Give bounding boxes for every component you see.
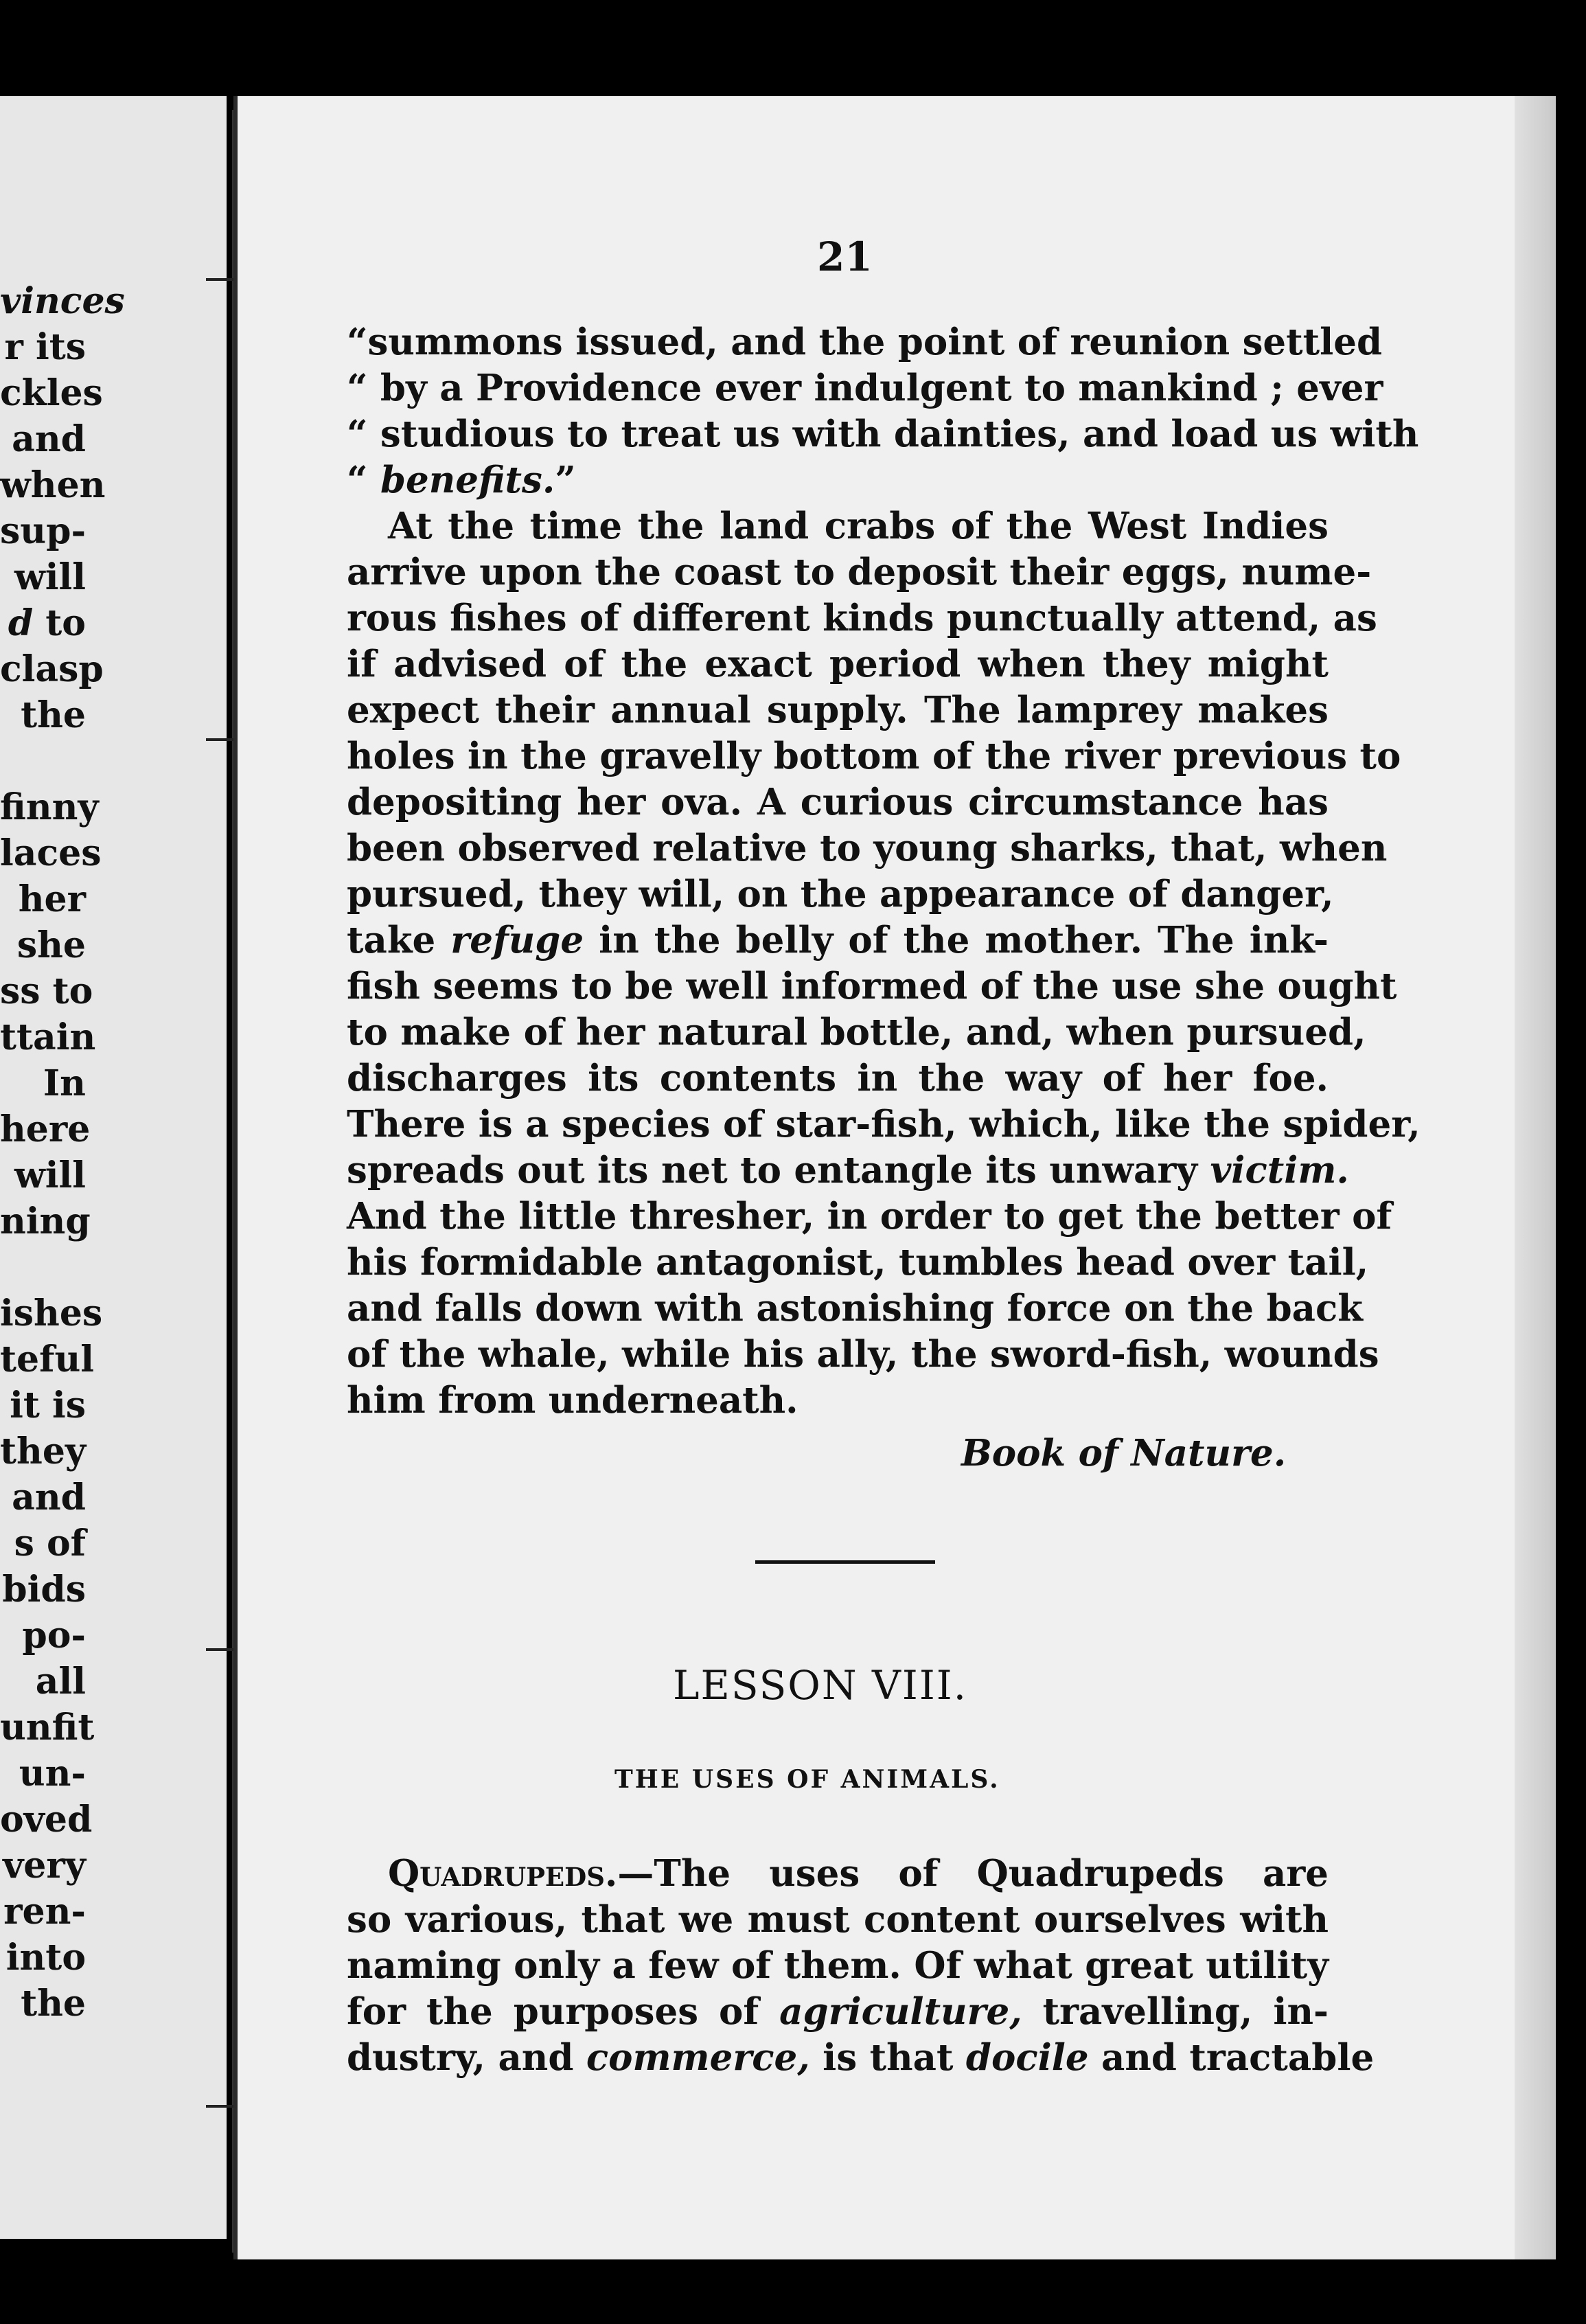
text-line: of the whale, while his ally, the sword-fish, wounds	[347, 1333, 1379, 1376]
text-line: spreads out its net to entangle its unwary victim.	[347, 1149, 1349, 1192]
text-line: dustry, and commerce, is that docile and tractable	[347, 2036, 1375, 2079]
previous-page-line: ning	[0, 1200, 91, 1242]
text-line: At the time the land crabs of the West Indies	[388, 505, 1329, 547]
source-attribution: Book of Nature.	[961, 1432, 1287, 1474]
previous-page-line: ss to	[0, 970, 93, 1012]
lesson-subtitle: THE USES OF ANIMALS.	[614, 1765, 1000, 1794]
previous-page-line: will	[14, 556, 86, 598]
previous-page-line: all	[35, 1661, 86, 1702]
section-divider-rule	[755, 1560, 935, 1564]
previous-page-line: In	[43, 1062, 86, 1104]
italic-text: docile	[965, 2036, 1089, 2079]
page-edge-shadow	[1515, 96, 1556, 2259]
previous-page-line: finny	[0, 786, 99, 828]
italic-text: benefits.	[380, 459, 555, 501]
text-line: depositing her ova. A curious circumstance has	[347, 781, 1329, 823]
text-line: “ studious to treat us with dainties, and load us with	[347, 413, 1419, 455]
italic-text: victim.	[1210, 1149, 1349, 1192]
text-line: been observed relative to young sharks, that, when	[347, 827, 1388, 869]
previous-page-line: teful	[0, 1338, 95, 1380]
text-line: naming only a few of them. Of what great utility	[347, 1944, 1329, 1987]
text-line: and falls down with astonishing force on the back	[347, 1287, 1363, 1330]
previous-page-line: s of	[14, 1523, 86, 1564]
italic-text: refuge	[450, 919, 584, 961]
previous-page-line: sup-	[0, 510, 87, 552]
italic-text: agriculture,	[779, 1990, 1022, 2033]
previous-page-text	[0, 278, 125, 2027]
text-line: “ by a Providence ever indulgent to mankind ; ever	[347, 367, 1383, 409]
previous-page-line: clasp	[0, 648, 104, 690]
previous-page-line: the	[21, 694, 86, 736]
text-line: There is a species of star-fish, which, like the spider,	[347, 1103, 1421, 1146]
text-line: if advised of the exact period when they might	[347, 643, 1329, 685]
previous-page-line: d to	[8, 602, 86, 644]
previous-page-line: will	[14, 1154, 86, 1196]
previous-page-line: her	[18, 878, 86, 920]
text-line: him from underneath.	[347, 1379, 798, 1422]
previous-page-line: unfit	[0, 1707, 95, 1748]
text-line: “summons issued, and the point of reunion settled	[347, 321, 1383, 363]
previous-page-line: it is	[10, 1385, 86, 1426]
text-line: fish seems to be well informed of the use she ought	[347, 965, 1397, 1007]
previous-page-line	[0, 738, 86, 784]
page-number: 21	[817, 233, 873, 280]
text-line: for the purposes of agriculture, travelling, in-	[347, 1990, 1329, 2033]
text-line: arrive upon the coast to deposit their eggs, nume-	[347, 551, 1372, 593]
previous-page-line: into	[5, 1937, 86, 1979]
text-line: pursued, they will, on the appearance of danger,	[347, 873, 1334, 915]
previous-page-line: and	[12, 418, 86, 460]
lesson-title: LESSON VIII.	[673, 1662, 968, 1709]
previous-page-line: r its	[4, 326, 86, 368]
text-line: expect their annual supply. The lamprey makes	[347, 689, 1329, 731]
text-line: holes in the gravelly bottom of the river previous to	[347, 735, 1401, 777]
previous-page-line: ishes	[0, 1292, 103, 1334]
lesson-body-text	[347, 1851, 1375, 2081]
previous-page-line: vinces	[0, 280, 125, 322]
previous-page-line: she	[16, 924, 86, 966]
previous-page-fragment	[0, 96, 227, 2239]
page-body-text	[347, 319, 1421, 1424]
previous-page-line: very	[3, 1845, 86, 1887]
text-line: Quadrupeds.—The uses of Quadrupeds are	[388, 1852, 1329, 1895]
previous-page-line: laces	[0, 832, 102, 874]
previous-page-line: po-	[22, 1615, 86, 1656]
lesson-lead-word: Quadrupeds.	[388, 1852, 618, 1895]
previous-page-line: ckles	[0, 372, 103, 414]
text-line: his formidable antagonist, tumbles head over tail,	[347, 1241, 1369, 1284]
previous-page-line: oved	[0, 1799, 93, 1841]
previous-page-line: here	[0, 1108, 91, 1150]
previous-page-line: ren-	[3, 1891, 86, 1933]
previous-page-line: the	[21, 1983, 86, 2025]
previous-page-line: bids	[2, 1569, 86, 1610]
text-line: And the little thresher, in order to get the better of	[347, 1195, 1392, 1238]
text-line: to make of her natural bottle, and, when pursued,	[347, 1011, 1366, 1053]
italic-text: commerce,	[586, 2036, 810, 2079]
previous-page-line: un-	[19, 1753, 86, 1795]
text-line: discharges its contents in the way of her foe.	[347, 1057, 1329, 1100]
text-line: so various, that we must content ourselves with	[347, 1898, 1329, 1941]
previous-page-line	[0, 1244, 86, 1290]
text-line: rous fishes of different kinds punctually attend, as	[347, 597, 1377, 639]
text-line: “ benefits.”	[347, 459, 576, 501]
previous-page-line: and	[12, 1477, 86, 1518]
previous-page-line: when	[0, 464, 106, 506]
previous-page-line: they	[0, 1431, 87, 1472]
text-line: take refuge in the belly of the mother. The ink-	[347, 919, 1329, 961]
previous-page-line: ttain	[0, 1016, 96, 1058]
